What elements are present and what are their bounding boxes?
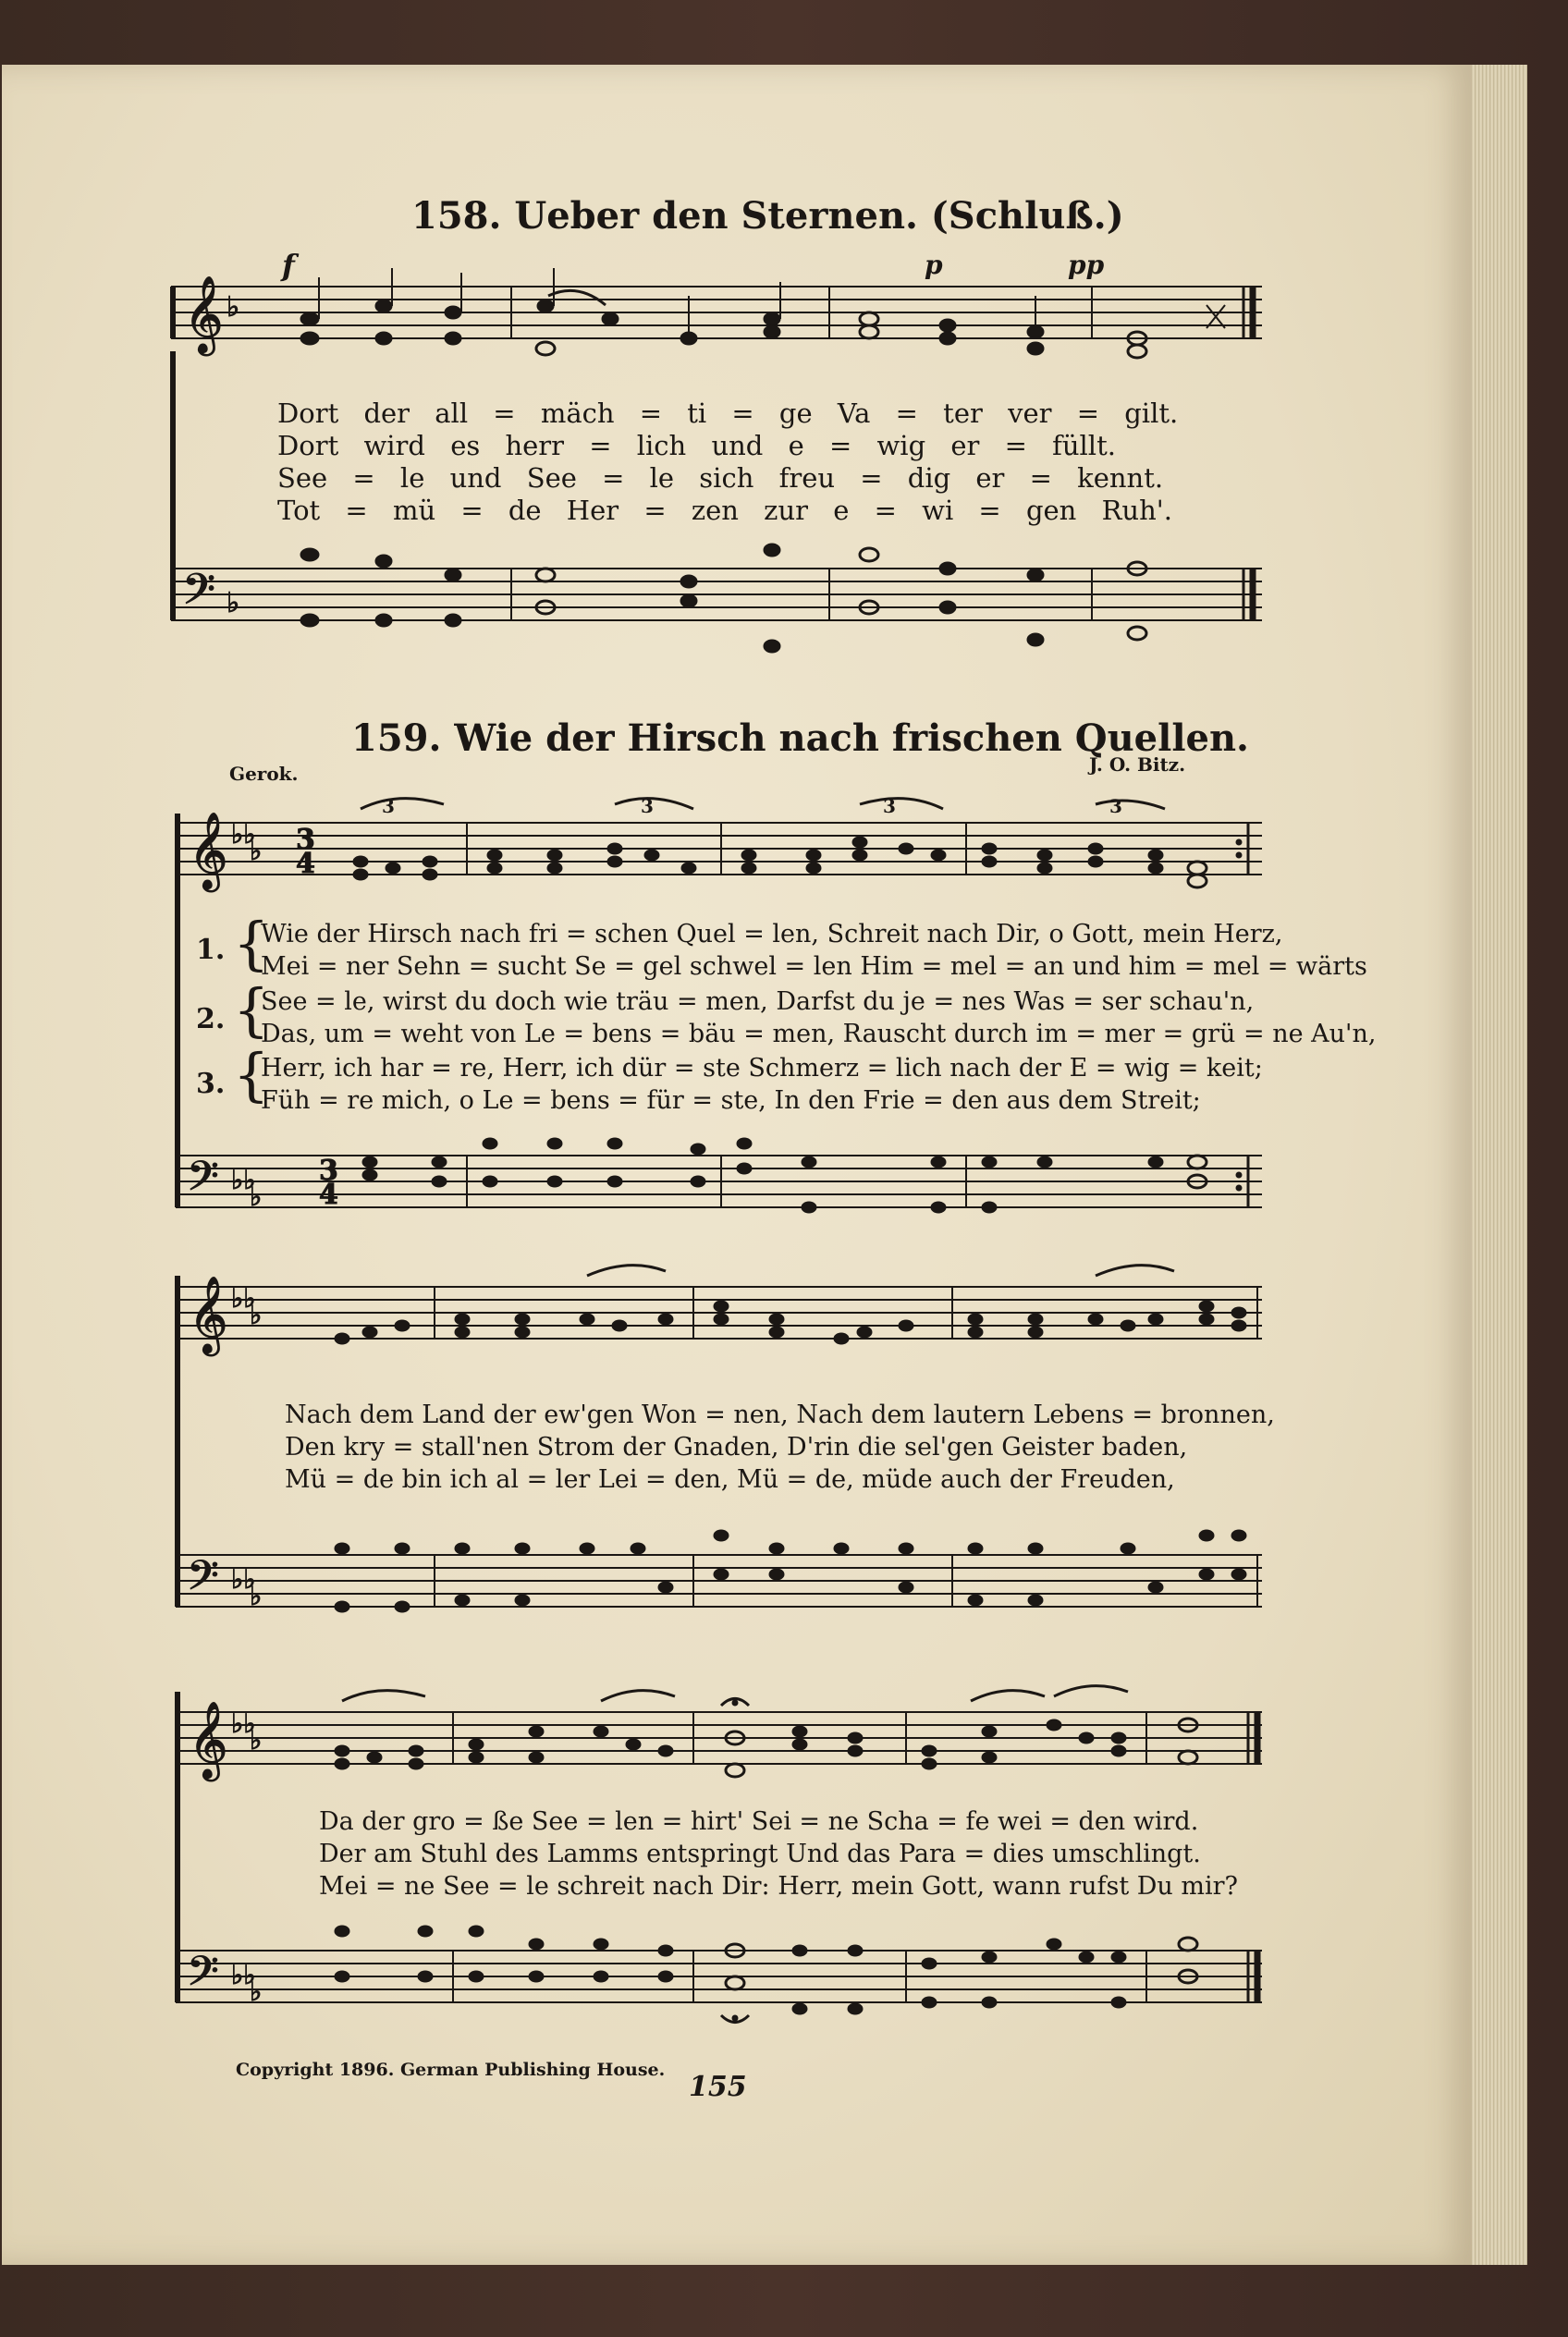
svg-text:♭♭: ♭♭: [231, 1165, 256, 1195]
hymn-159-author: Gerok.: [229, 763, 299, 785]
verse-number-3: 3.: [196, 1068, 226, 1100]
hymn-159-lyric-2a: See = le, wirst du doch wie träu = men, Darfst du je = nes Was = ser schau'n,: [261, 987, 1255, 1016]
hymn-159-lyric-2b: Das, um = weht von Le = bens = bäu = men, Rauscht durch im = mer = grü = ne Au'n,: [261, 1020, 1377, 1048]
hymn-159-lyric-part2-2: Den kry = stall'nen Strom der Gnaden, D'rin die sel'gen Geister baden,: [285, 1433, 1188, 1462]
triplet-mark: 3: [641, 795, 654, 817]
svg-text:4: 4: [296, 848, 315, 880]
svg-text:𝄞: 𝄞: [189, 811, 228, 888]
svg-text:𝄞: 𝄞: [189, 1700, 228, 1778]
svg-text:♭♭: ♭♭: [231, 1283, 256, 1314]
verse-number-2: 2.: [196, 1003, 226, 1035]
svg-text:♭♭: ♭♭: [231, 1960, 256, 1990]
svg-text:♭: ♭: [250, 1300, 263, 1330]
hymn-159-lyric-part2-1: Nach dem Land der ew'gen Won = nen, Nach dem lautern Lebens = bronnen,: [285, 1401, 1275, 1429]
hymn-158-lyric-1: Dort der all = mäch = ti = ge Va = ter ver = gilt.: [277, 398, 1179, 429]
triplet-mark: 3: [883, 795, 896, 817]
triplet-mark: 3: [1109, 795, 1122, 817]
svg-text:𝄢: 𝄢: [187, 1551, 219, 1609]
hymn-158-title: 158. Ueber den Sternen. (Schluß.): [411, 194, 1124, 238]
svg-text:♭♭: ♭♭: [231, 819, 256, 850]
hymn-158-lyric-2: Dort wird es herr = lich und e = wig er = füllt.: [277, 430, 1116, 461]
hymn-159-lyric-3b: Füh = re mich, o Le = bens = für = ste, In den Frie = den aus dem Streit;: [261, 1086, 1201, 1115]
verse-brace: {: [233, 976, 270, 1044]
dynamic-f: f: [282, 248, 295, 283]
hymn-159-composer: J. O. Bitz.: [1089, 753, 1186, 776]
svg-text:♭: ♭: [250, 836, 263, 866]
hymn-159-system-1-treble: [176, 811, 1262, 897]
svg-text:𝄢: 𝄢: [187, 1152, 219, 1210]
hymn-159-system-3-treble: [176, 1701, 1262, 1793]
verse-number-1: 1.: [196, 934, 226, 966]
hymn-159-lyric-1b: Mei = ner Sehn = sucht Se = gel schwel = len Him = mel = an und him = mel = wärts: [261, 952, 1367, 981]
hymn-159-lyric-part3-3: Mei = ne See = le schreit nach Dir: Herr, mein Gott, wann rufst Du mir?: [319, 1872, 1239, 1901]
verse-brace: {: [233, 1041, 270, 1108]
hymn-158-lyric-4: Tot = mü = de Her = zen zur e = wi = gen Ruh'.: [277, 495, 1172, 526]
hymn-159-lyric-part3-2: Der am Stuhl des Lamms entspringt Und das Para = dies umschlingt.: [319, 1840, 1201, 1868]
svg-text:3: 3: [319, 1155, 338, 1187]
hymn-158-bass-staff: [171, 555, 1262, 666]
hymn-159-lyric-part3-1: Da der gro = ße See = len = hirt' Sei = ne Scha = fe wei = den wird.: [319, 1807, 1199, 1836]
svg-text:♭: ♭: [227, 587, 240, 619]
hymn-159-title: 159. Wie der Hirsch nach frischen Quellen.: [351, 716, 1249, 760]
svg-text:♭: ♭: [250, 1181, 263, 1212]
svg-text:𝄢: 𝄢: [182, 565, 216, 625]
copyright-notice: Copyright 1896. German Publishing House.: [236, 2060, 666, 2080]
dynamic-p: p: [925, 250, 943, 280]
hymn-158-treble-staff: [171, 277, 1262, 361]
svg-text:♭: ♭: [227, 291, 240, 324]
hymn-159-system-3-bass: [176, 1932, 1262, 2034]
hymn-159-lyric-part2-3: Mü = de bin ich al = ler Lei = den, Mü = de, müde auch der Freuden,: [285, 1465, 1175, 1494]
hymn-159-lyric-3a: Herr, ich har = re, Herr, ich dür = ste Schmerz = lich nach der E = wig = keit;: [261, 1054, 1263, 1083]
hymn-159-system-2-bass: [176, 1535, 1262, 1627]
svg-text:♭♭: ♭♭: [231, 1708, 256, 1739]
dynamic-pp: pp: [1068, 250, 1105, 280]
verse-brace: {: [233, 910, 270, 977]
svg-text:𝄢: 𝄢: [187, 1947, 219, 2005]
svg-text:𝄞: 𝄞: [189, 1275, 228, 1352]
svg-text:4: 4: [319, 1179, 338, 1211]
hymn-159-system-2-treble: [176, 1276, 1262, 1368]
hymn-159-system-1-bass: [176, 1146, 1262, 1239]
page-number: 155: [689, 2071, 747, 2103]
svg-text:3: 3: [296, 824, 315, 856]
hymn-159-lyric-1a: Wie der Hirsch nach fri = schen Quel = len, Schreit nach Dir, o Gott, mein Herz,: [261, 920, 1283, 948]
svg-text:♭: ♭: [250, 1581, 263, 1611]
svg-text:♭: ♭: [250, 1976, 263, 2007]
svg-text:♭: ♭: [250, 1725, 263, 1756]
hymn-158-lyric-3: See = le und See = le sich freu = dig er = kennt.: [277, 462, 1164, 494]
svg-text:𝄞: 𝄞: [184, 275, 224, 352]
svg-text:♭♭: ♭♭: [231, 1564, 256, 1595]
triplet-mark: 3: [382, 795, 395, 817]
